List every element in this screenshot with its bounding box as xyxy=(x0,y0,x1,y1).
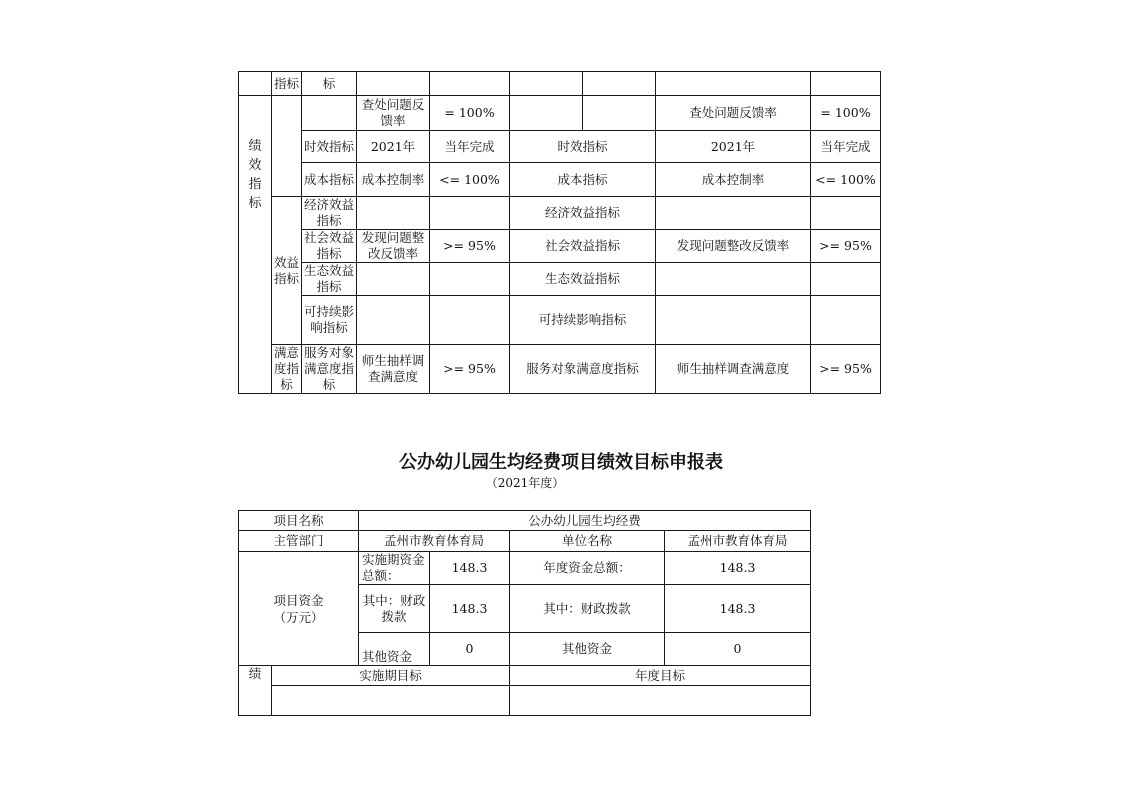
other-value: 0 xyxy=(430,633,510,666)
social-impl-value: 发现问题整改反馈率 xyxy=(357,230,430,263)
satisfaction-annual-target: >= 95% xyxy=(811,345,881,394)
fiscal-value: 148.3 xyxy=(430,585,510,633)
unit-value: 孟州市教育体育局 xyxy=(665,531,811,552)
cost-impl-value: 成本控制率 xyxy=(357,163,430,197)
ecology-label: 生态效益指标 xyxy=(302,263,357,296)
social-impl-target: >= 95% xyxy=(430,230,510,263)
satisfaction-annual-label: 服务对象满意度指标 xyxy=(510,345,656,394)
annual-other-label: 其他资金 xyxy=(510,633,665,666)
page-subtitle: （2021年度） xyxy=(485,476,565,490)
annual-total-label: 年度资金总额： xyxy=(510,552,665,585)
satisfaction-impl-target: >= 95% xyxy=(430,345,510,394)
impl-goal-label: 实施期目标 xyxy=(272,666,510,686)
page-title: 公办幼儿园生均经费项目绩效目标申报表 xyxy=(399,452,723,473)
output-group-cell xyxy=(272,96,302,197)
project-name-value: 公办幼儿园生均经费 xyxy=(359,511,811,531)
goal-section-label: 绩 xyxy=(239,666,272,716)
annual-fiscal-label: 其中：财政拨款 xyxy=(510,585,665,633)
social-annual-value: 发现问题整改反馈率 xyxy=(656,230,811,263)
social-annual-label: 社会效益指标 xyxy=(510,230,656,263)
satisfaction-impl-value: 师生抽样调查满意度 xyxy=(357,345,430,394)
other-label: 其他资金 xyxy=(359,633,430,666)
fiscal-label: 其中：财政拨款 xyxy=(359,585,430,633)
timeliness-impl-target: 当年完成 xyxy=(430,131,510,163)
satisfaction-annual-value: 师生抽样调查满意度 xyxy=(656,345,811,394)
quality-indicator-cell xyxy=(302,96,357,131)
timeliness-annual-label: 时效指标 xyxy=(510,131,656,163)
feedback-rate-annual: 查处问题反馈率 xyxy=(656,96,811,131)
satisfaction-label: 服务对象满意度指标 xyxy=(302,345,357,394)
total-label: 实施期资金总额： xyxy=(359,552,430,585)
annual-total-value: 148.3 xyxy=(665,552,811,585)
feedback-target-annual: = 100% xyxy=(811,96,881,131)
unit-label: 单位名称 xyxy=(510,531,665,552)
social-label: 社会效益指标 xyxy=(302,230,357,263)
feedback-rate-impl: 查处问题反馈率 xyxy=(357,96,430,131)
economic-annual-label: 经济效益指标 xyxy=(510,197,656,230)
sustain-label: 可持续影响指标 xyxy=(302,296,357,345)
social-annual-target: >= 95% xyxy=(811,230,881,263)
cost-label: 成本指标 xyxy=(302,163,357,197)
dept-label: 主管部门 xyxy=(239,531,359,552)
cost-annual-value: 成本控制率 xyxy=(656,163,811,197)
annual-goal-label: 年度目标 xyxy=(510,666,811,686)
cost-annual-label: 成本指标 xyxy=(510,163,656,197)
feedback-target-impl: = 100% xyxy=(430,96,510,131)
timeliness-label: 时效指标 xyxy=(302,131,357,163)
fund-label-cell xyxy=(239,552,359,666)
project-name-label: 项目名称 xyxy=(239,511,359,531)
cost-annual-target: <= 100% xyxy=(811,163,881,197)
fund-label: 项目资金（万元） xyxy=(273,592,324,625)
timeliness-annual-value: 2021年 xyxy=(656,131,811,163)
perf-section-lower xyxy=(239,197,272,394)
timeliness-impl-value: 2021年 xyxy=(357,131,430,163)
sustain-annual-label: 可持续影响指标 xyxy=(510,296,656,345)
economic-label: 经济效益指标 xyxy=(302,197,357,230)
cut-header-1: 指标 xyxy=(272,72,302,96)
annual-fiscal-value: 148.3 xyxy=(665,585,811,633)
cost-impl-target: <= 100% xyxy=(430,163,510,197)
cut-header-2: 标 xyxy=(302,72,357,96)
performance-indicator-table xyxy=(238,75,876,392)
total-value: 148.3 xyxy=(430,552,510,585)
annual-other-value: 0 xyxy=(665,633,811,666)
benefit-group-label: 效益指标 xyxy=(272,197,302,345)
satisfaction-group-label: 满意度指标 xyxy=(272,345,302,394)
perf-section-label: 绩效指标 xyxy=(248,139,262,211)
ecology-annual-label: 生态效益指标 xyxy=(510,263,656,296)
timeliness-annual-target: 当年完成 xyxy=(811,131,881,163)
dept-value: 孟州市教育体育局 xyxy=(359,531,510,552)
project-form-table xyxy=(238,510,812,686)
cut-cell xyxy=(239,72,272,96)
